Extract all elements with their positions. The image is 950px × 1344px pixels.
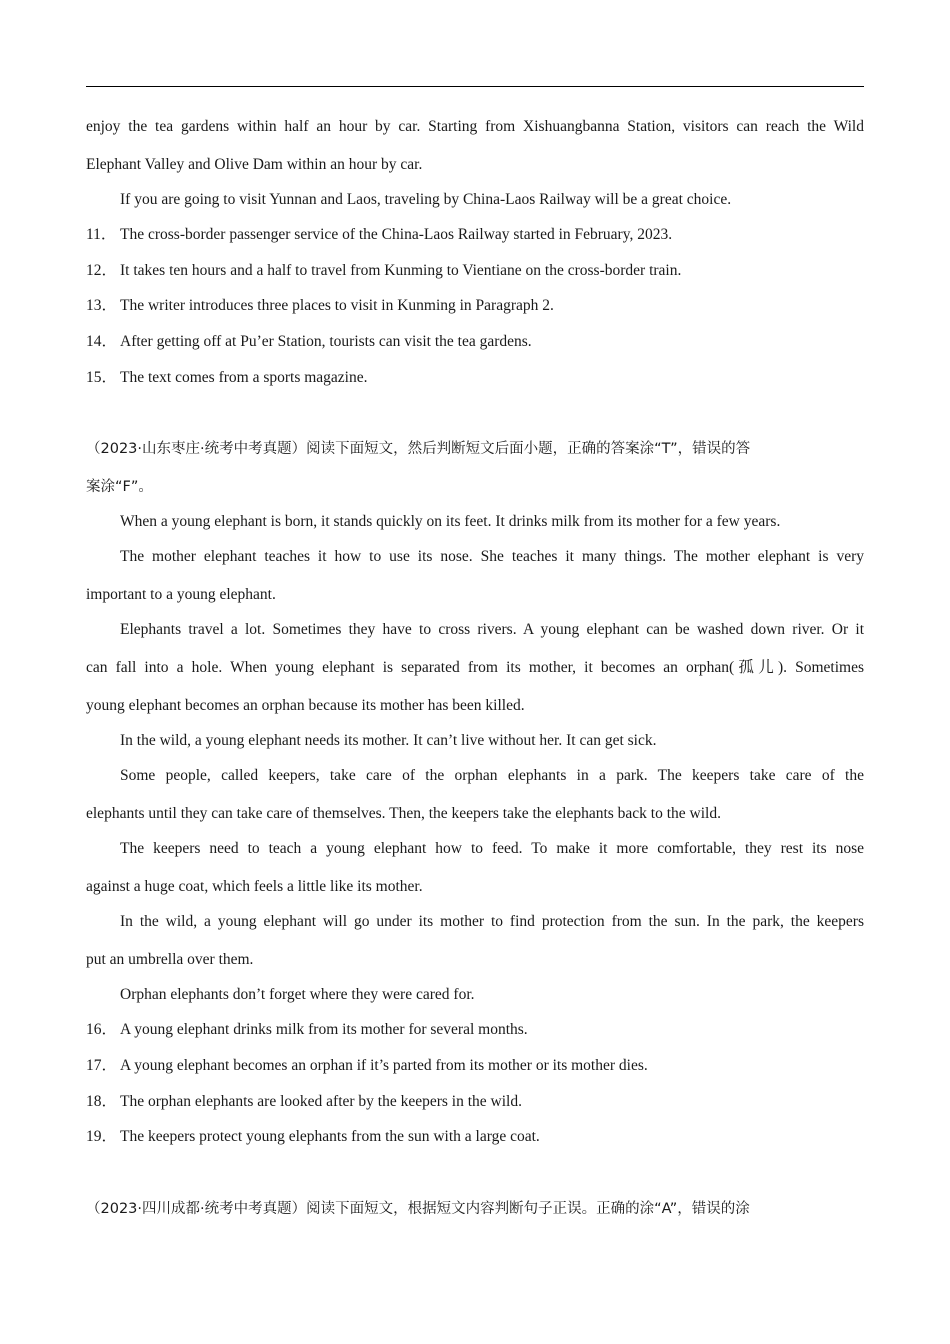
section-instruction: 案涂“F”。 — [86, 479, 153, 495]
passage-line: The mother elephant teaches it how to use its nose. She teaches it many things. The mother elephant is very — [120, 548, 864, 565]
question-number: 18． — [86, 1093, 118, 1110]
passage-line: can fall into a hole. When young elephant is separated from its mother, it becomes an orphan(孤儿). Sometimes — [86, 659, 864, 676]
passage-line: In the wild, a young elephant needs its mother. It can’t live without her. It can get sick. — [120, 732, 657, 749]
question-text: The orphan elephants are looked after by the keepers in the wild. — [120, 1093, 522, 1110]
question-item — [86, 332, 864, 352]
question-item — [86, 1092, 864, 1112]
question-text: The cross-border passenger service of the China-Laos Railway started in February, 2023. — [120, 226, 673, 243]
passage-line: Orphan elephants don’t forget where they were cared for. — [120, 986, 475, 1003]
passage-line: enjoy the tea gardens within half an hour by car. Starting from Xishuangbanna Station, visitors can reach the Wild — [86, 118, 864, 135]
question-item — [86, 1056, 864, 1076]
section-instruction: （2023·四川成都·统考中考真题）阅读下面短文，根据短文内容判断句子正误。正确的涂“A”，错误的涂 — [86, 1201, 750, 1217]
question-text: A young elephant drinks milk from its mother for several months. — [120, 1021, 528, 1038]
question-text: The keepers protect young elephants from the sun with a large coat. — [120, 1128, 540, 1145]
question-item — [86, 1020, 864, 1040]
passage-line: Elephants travel a lot. Sometimes they have to cross rivers. A young elephant can be washed down river. Or it — [120, 621, 864, 638]
question-text: A young elephant becomes an orphan if it’s parted from its mother or its mother dies. — [120, 1057, 648, 1074]
passage-line: young elephant becomes an orphan because its mother has been killed. — [86, 697, 525, 714]
passage-line: important to a young elephant. — [86, 586, 276, 603]
question-text: The text comes from a sports magazine. — [120, 369, 368, 386]
passage-line: In the wild, a young elephant will go under its mother to find protection from the sun. In the park, the keepers — [120, 913, 864, 930]
question-number: 17． — [86, 1057, 118, 1074]
question-number: 14． — [86, 333, 118, 350]
question-item — [86, 1127, 864, 1147]
passage-line: put an umbrella over them. — [86, 951, 254, 968]
passage-line: elephants until they can take care of themselves. Then, the keepers take the elephants back to the wild. — [86, 805, 721, 822]
passage-line: When a young elephant is born, it stands quickly on its feet. It drinks milk from its mother for a few years. — [120, 513, 781, 530]
question-text: It takes ten hours and a half to travel from Kunming to Vientiane on the cross-border train. — [120, 262, 682, 279]
question-number: 19． — [86, 1128, 118, 1145]
section-instruction: （2023·山东枣庄·统考中考真题）阅读下面短文，然后判断短文后面小题，正确的答案涂“T”，错误的答 — [86, 441, 751, 457]
passage-line: If you are going to visit Yunnan and Laos, traveling by China-Laos Railway will be a great choice. — [120, 191, 732, 208]
header-rule — [86, 86, 864, 87]
question-item — [86, 225, 864, 245]
question-text: The writer introduces three places to visit in Kunming in Paragraph 2. — [120, 297, 554, 314]
passage-line: Some people, called keepers, take care of the orphan elephants in a park. The keepers take care of the — [120, 767, 864, 784]
question-number: 16． — [86, 1021, 118, 1038]
question-item — [86, 368, 864, 388]
question-item — [86, 261, 864, 281]
question-item — [86, 296, 864, 316]
passage-line: Elephant Valley and Olive Dam within an hour by car. — [86, 156, 423, 173]
question-number: 15． — [86, 369, 118, 386]
question-number: 12． — [86, 262, 118, 279]
question-number: 13． — [86, 297, 118, 314]
passage-line: against a huge coat, which feels a little like its mother. — [86, 878, 423, 895]
question-number: 11． — [86, 226, 117, 243]
passage-line: The keepers need to teach a young elephant how to feed. To make it more comfortable, they rest its nose — [120, 840, 864, 857]
question-text: After getting off at Pu’er Station, tourists can visit the tea gardens. — [120, 333, 532, 350]
